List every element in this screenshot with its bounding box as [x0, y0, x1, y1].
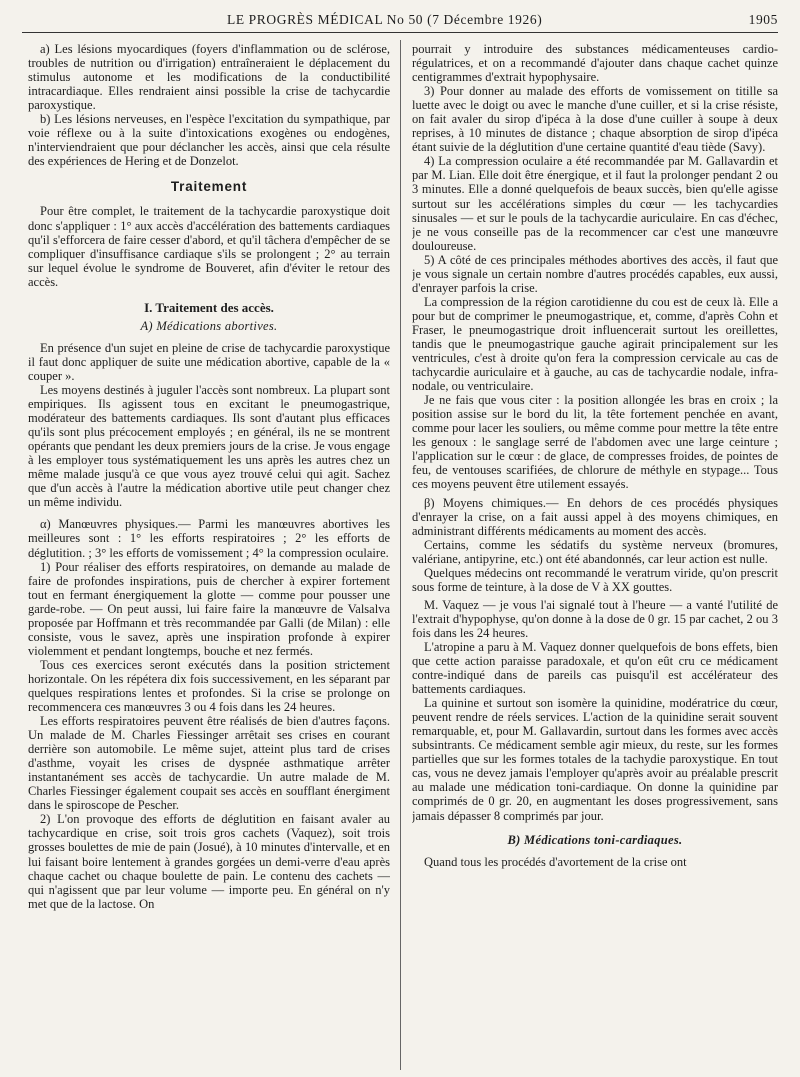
paragraph-compression-carotidienne: La compression de la région carotidienne du cou est de ceux là. Elle a pour but de comprimer le pneumogastrique, et, comme, d'après Cohn et Fraser, le pneumogastrique droit influencerait surtout les oreillettes, tandis que le pneumogastrique gauche agirait principalement sur les ventricules, c'est à droite qu'on fera la compression cervicale au cas de tachycardie auriculaire et à gauche, au cas de tachycardie nodale, infra-nodale, ou ventriculaire.: [412, 294, 778, 394]
paragraph-compression-oculaire: 4) La compression oculaire a été recommandée par M. Gallavardin et par M. Lian. Elle doit être énergique, et il faut la prolonger pendant 2 ou 3 minutes. Elle a donné quelquefois de beaux succès, bien qu'elle agisse surtout sur les accélérations simples du cœur — les tachycardies sinusales — et sur le pouls de la tachycardie auriculaire. En cas d'échec, je ne vous conseille pas de la recommencer car c'est une manœuvre douloureuse.: [412, 154, 778, 253]
paragraph-quand: Quand tous les procédés d'avortement de la crise ont: [424, 854, 687, 869]
heading-traitement-acces: I. Traitement des accès.: [144, 299, 274, 315]
running-header: [22, 8, 778, 32]
paragraph-lesions-nerveuses: b) Les lésions nerveuses, en l'espèce l'excitation du sympathique, par voie réflexe ou à la suite d'intoxications exogènes ou endogènes, n'interviendraient que pour déclancher les accès, ainsi que cela résulte des expériences de Hering et de Donzelot.: [28, 112, 390, 169]
paragraph-continuation: pourrait y introduire des substances médicamenteuses cardio-régulatrices, et on a recommandé d'ajouter dans chaque cachet quinze centigrammes d'extrait hypophysaire.: [412, 42, 778, 85]
paragraph-autres-procedes: 5) A côté de ces principales méthodes abortives des accès, il faut que je vous signale un certain nombre d'autres procédés capables, eux aussi, d'enrayer parfois la crise.: [412, 252, 778, 295]
paragraph-moyens-chimiques: β) Moyens chimiques.— En dehors de ces procédés physiques d'enrayer la crise, on a fait aussi appel à des moyens chimiques, en administrant différents médicaments au moment des accès.: [412, 495, 778, 538]
paragraph-vomissement: 3) Pour donner au malade des efforts de vomissement on titille sa luette avec le doigt ou avec le manche d'une cuiller, et si la crise résiste, on fait avaler du sirop d'ipéca à la dose d'une cuiller à soupe à deux reprises, à 10 minutes de distance ; chaque absorption de sirop d'ipéca étant suivie de la déglutition d'une certaine quantité d'eau tiède (Savy).: [412, 84, 778, 155]
paragraph-manoeuvres-physiques: α) Manœuvres physiques.— Parmi les manœuvres abortives les meilleures sont : 1° les efforts respiratoires ; 2° les efforts de déglutition. ; 3° les efforts de vomissement ; 4° la compression oculaire.: [28, 517, 390, 560]
right-column: [412, 42, 778, 1070]
heading-medications-toni-cardiaques: B) Médications toni-cardiaques.: [507, 832, 683, 847]
left-column: [28, 42, 390, 1070]
column-divider: [400, 40, 401, 1070]
paragraph-intro: Pour être complet, le traitement de la tachycardie paroxystique doit donc s'appliquer : 1° aux accès d'accélération des battements cardiaques qu'il s'efforcera de faire cesser d'abord, et qu'il tâchera d'empêcher de se compliquer d'insuffisance cardiaque s'ils se prolongent ; 2° au terrain sur lequel évolue le syndrome de Bouveret, afin d'éviter le retour des accès.: [28, 204, 390, 289]
paragraph-autres-facons: Les efforts respiratoires peuvent être réalisés de bien d'autres façons. Un malade de M. Charles Fiessinger arrêtait ses crises en courant derrière son automobile. Le même sujet, atteint plus tard de crises d'asthme, voyait les crises de dyspnée asthmatique arrêter instantanément ses accès de tachycardie. Un autre malade de M. Charles Fiessinger également coupait ses accès en soufflant énergiment dans le spiroscope de Pescher.: [28, 714, 390, 813]
paragraph-lesions-myocardiques: a) Les lésions myocardiques (foyers d'inflammation ou de sclérose, troubles de nutrition ou d'irrigation) entraîneraient le déplacement du stimulus autonome et les modifications de la conductibilité intracardiaque. Elles rendraient ainsi possible la crise de tachycardie paroxystique.: [28, 42, 390, 113]
paragraph-extrait-hypophyse: M. Vaquez — je vous l'ai signalé tout à l'heure — a vanté l'utilité de l'extrait d'hypophyse, qu'on donne à la dose de 0 gr. 15 par cachet, 2 ou 3 fois dans les 24 heures.: [412, 597, 778, 640]
paragraph-sedatifs: Certains, comme les sédatifs du système nerveux (bromures, valériane, antipyrine, etc.) ont été abandonnés, car leur action est nulle.: [412, 537, 778, 566]
header-rule: [22, 32, 778, 33]
paragraph-veratrum: Quelques médecins ont recommandé le veratrum viride, qu'on prescrit sous forme de teinture, à la dose de V à XX gouttes.: [412, 565, 778, 594]
paragraph-efforts-respiratoires: 1) Pour réaliser des efforts respiratoires, on demande au malade de faire de profondes inspirations, puis de chercher à expirer fortement tout en fermant énergiquement la glotte — comme pour pousser une garde-robe. — On peut aussi, lui faire faire la manœuvre de Valsalva proposée par Hoffmann et très recommandée par Galli (de Milan) : elle consiste, vous le savez, après une inspiration profonde à expirer violemment et pendant longtemps, bouche et nez fermés.: [28, 559, 390, 658]
paragraph-moyens: Les moyens destinés à juguler l'accès sont nombreux. La plupart sont empiriques. Ils agissent tous en excitant le pneumogastrique, modérateur des battements cardiaques. Ils sont d'autant plus efficaces qu'ils sont plus précocement employés ; en général, ils ne se montrent opérants que pendant les deux premiers jours de la crise. Je vous engage à les employer tous systématiquement les uns après les autres chez un même malade jusqu'à ce que vous ayez trouvé celui qui agit. Sachez que d'un accès à l'autre la médication abortive utile peut changer chez un même individu.: [28, 382, 390, 510]
heading-medications-abortives: A) Médications abortives.: [140, 318, 278, 333]
paragraph-citer: Je ne fais que vous citer : la position allongée les bras en croix ; la position assise sur le bord du lit, la tête fortement penchée en avant, comme pour lacer les souliers, ou même comme pour mettre la tête entre les genoux : le sanglage serré de l'abdomen avec une large ceinture ; l'application sur le cœur : de glace, de compresses froides, de pointes de feu, de ventouses scarifiées, de chlorure de méthyle en stypage... Tous ces moyens peuvent être utilement essayés.: [412, 393, 778, 492]
paragraph-exercices: Tous ces exercices seront exécutés dans la position strictement horizontale. On les répétera dix fois successivement, en les séparant par quelques respirations lentes et profondes. Si la crise se prolonge on recommencera ces manœuvres 3 ou 4 fois dans les 24 heures.: [28, 657, 390, 715]
paragraph-atropine: L'atropine a paru à M. Vaquez donner quelquefois de bons effets, bien que cette action paraisse paradoxale, et qu'on eût cru ce médicament contre-indiqué dans de pareils cas puisqu'il est accélérateur des battements cardiaques.: [412, 639, 778, 697]
page-number: 1905: [748, 12, 778, 27]
heading-traitement: Traitement: [170, 179, 248, 195]
journal-title: LE PROGRÈS MÉDICAL No 50 (7 Décembre 1926): [227, 12, 543, 27]
paragraph-quinidine: La quinine et surtout son isomère la quinidine, modératrice du cœur, peuvent rendre de réels services. L'action de la quinidine serait souvent remarquable, et, pour M. Gallavardin, surtout dans les formes avec accès subsintrants. Ce médicament semble agir mieux, du reste, sur les formes partielles que sur les formes totales de la tachydie paroxystique. En tout cas, vous ne devez jamais l'employer qu'après avoir au préalable prescrit au malade une médication toni-cardiaque. On donne la quinidine par comprimés de 0 gr. 20, en augmentant les doses progressivement, sans jamais dépasser 8 comprimés par jour.: [412, 696, 778, 823]
paragraph-deglutition: 2) L'on provoque des efforts de déglutition en faisant avaler au tachycardique en crise, soit trois gros cachets (Vaquez), soit trois grosses boulettes de mie de pain (Josué), à 10 minutes d'intervalle, et en lui faisant boire lentement à grandes gorgées un demi-verre d'eau après chaque cachet ou chaque boulette de pain. Le contenu des cachets — qui n'agissent que par leur volume — importe peu. En général on n'y met que de la lactose. On: [28, 812, 390, 911]
paragraph-presence: En présence d'un sujet en pleine de crise de tachycardie paroxystique il faut donc appliquer de suite une médication abortive, capable de la « couper ».: [28, 340, 390, 383]
